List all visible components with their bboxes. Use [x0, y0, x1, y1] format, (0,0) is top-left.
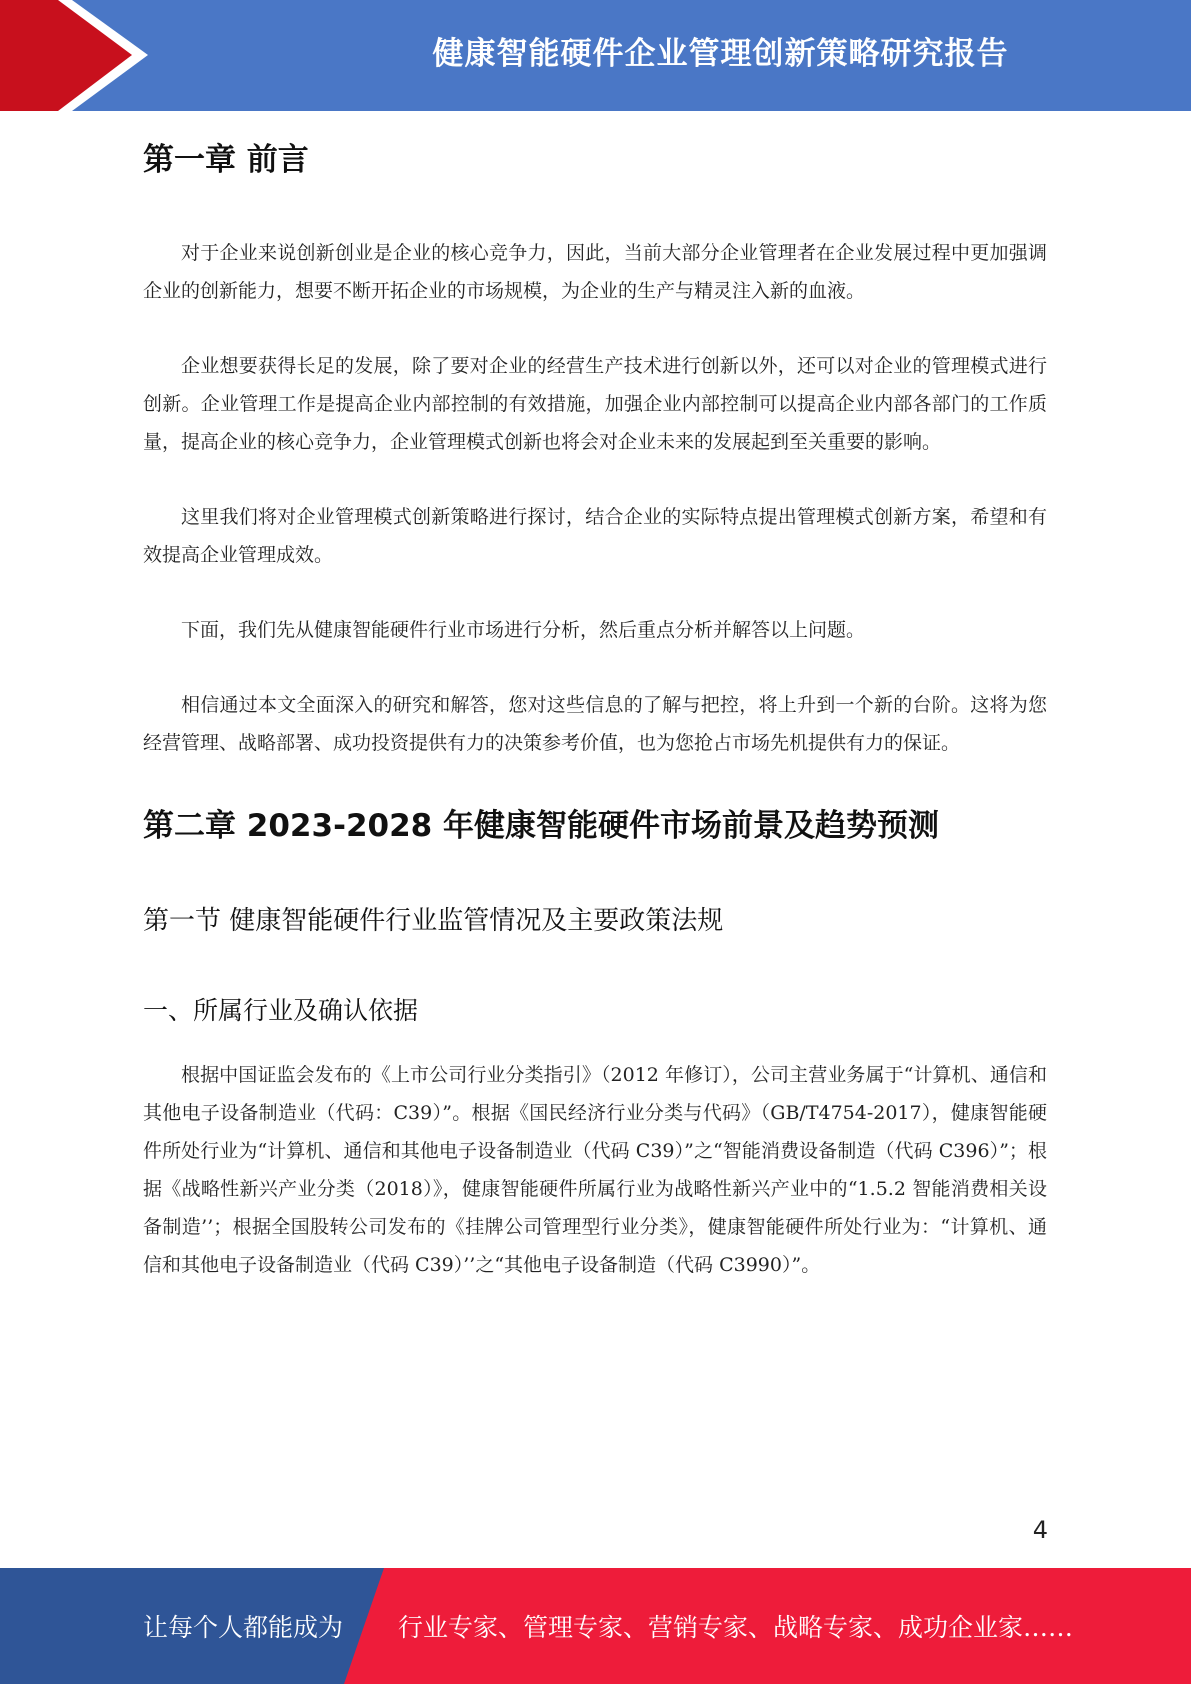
page-footer	[0, 1568, 1191, 1684]
footer-slogan-left: 让每个人都能成为	[143, 1613, 344, 1642]
page-number: 4	[1032, 1516, 1048, 1544]
chapter-1-paragraph-1: 对于企业来说创新创业是企业的核心竞争力，因此，当前大部分企业管理者在企业发展过程中更加强调企业的创新能力，想要不断开拓企业的市场规模，为企业的生产与精灵注入新的血液。	[143, 242, 1047, 302]
chapter-1-paragraph-2: 企业想要获得长足的发展，除了要对企业的经营生产技术进行创新以外，还可以对企业的管理模式进行创新。企业管理工作是提高企业内部控制的有效措施，加强企业内部控制可以提高企业内部各部门的工作质量，提高企业的核心竞争力，企业管理模式创新也将会对企业未来的发展起到至关重要的影响。	[143, 355, 1047, 453]
chapter-1-paragraph-4: 下面，我们先从健康智能硬件行业市场进行分析，然后重点分析并解答以上问题。	[181, 619, 866, 641]
section-heading: 第一节 健康智能硬件行业监管情况及主要政策法规	[143, 906, 724, 936]
header-arrow-graphic	[0, 0, 160, 111]
chapter-1-paragraph-5: 相信通过本文全面深入的研究和解答，您对这些信息的了解与把控，将上升到一个新的台阶。这将为您经营管理、战略部署、成功投资提供有力的决策参考价值，也为您抢占市场先机提供有力的保证。	[143, 694, 1047, 754]
chapter-2-heading: 第二章 2023-2028 年健康智能硬件市场前景及趋势预测	[143, 808, 940, 844]
page-header	[0, 0, 1191, 111]
chapter-1-paragraph-3: 这里我们将对企业管理模式创新策略进行探讨，结合企业的实际特点提出管理模式创新方案，希望和有效提高企业管理成效。	[143, 506, 1047, 566]
page-content	[143, 130, 1047, 1284]
chapter-2-paragraph: 根据中国证监会发布的《上市公司行业分类指引》（2012 年修订），公司主营业务属于“计算机、通信和其他电子设备制造业（代码：C39）”。根据《国民经济行业分类与代码》（GB/T4754-2017），健康智能硬件所处行业为“计算机、通信和其他电子设备制造业（代码 C39）”之“智能消费设备制造（代码 C396）”；根据《战略性新兴产业分类（2018）》，健康智能硬件所属行业为战略性新兴产业中的“1.5.2 智能消费相关设备制造’’；根据全国股转公司发布的《挂牌公司管理型行业分类》，健康智能硬件所处行业为：“计算机、通信和其他电子设备制造业（代码 C39）’’之“其他电子设备制造（代码 C3990）”。	[143, 1064, 1047, 1276]
footer-slogan-right: 行业专家、管理专家、营销专家、战略专家、成功企业家……	[398, 1613, 1074, 1642]
chapter-1-heading: 第一章 前言	[143, 142, 309, 178]
report-title: 健康智能硬件企业管理创新策略研究报告	[432, 35, 1009, 72]
subsection-heading: 一、所属行业及确认依据	[143, 996, 419, 1025]
